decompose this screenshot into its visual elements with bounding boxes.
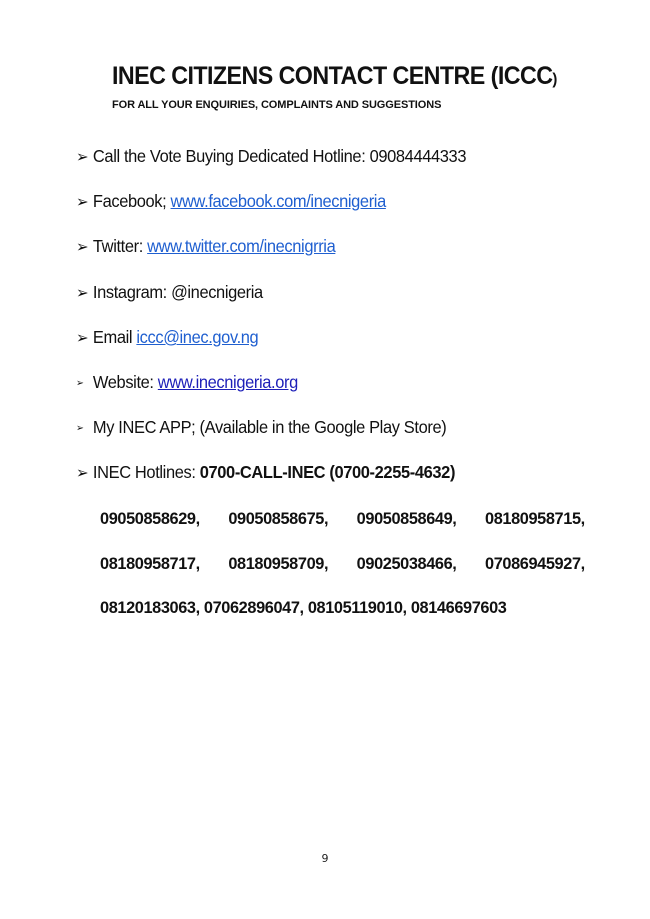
phone-number: 08180958717,	[100, 554, 200, 573]
phone-number: 09050858629,	[100, 509, 200, 528]
phone-number: 09025038466,	[356, 554, 457, 573]
arrow-bullet-icon: ➢	[76, 149, 89, 166]
list-item-hotlines	[76, 462, 455, 483]
twitter-link[interactable]: www.twitter.com/inecnigrria	[147, 236, 336, 256]
arrow-bullet-icon: ➢	[76, 465, 89, 482]
page-subtitle: FOR ALL YOUR ENQUIRIES, COMPLAINTS AND SUGGESTIONS	[112, 99, 442, 111]
facebook-link[interactable]: www.facebook.com/inecnigeria	[170, 191, 386, 211]
page-title-text: INEC CITIZENS CONTACT CENTRE (ICCC	[112, 62, 553, 90]
phone-row-3: 08120183063, 07062896047, 08105119010, 08146697603	[100, 598, 507, 617]
list-item-app	[76, 417, 446, 438]
phone-number: 08180958715,	[485, 509, 585, 528]
arrow-bullet-icon: ➢	[76, 423, 84, 434]
vote-buying-hotline-text: Call the Vote Buying Dedicated Hotline: 09084444333	[92, 146, 467, 166]
arrow-bullet-icon: ➢	[76, 194, 89, 211]
phone-row-1	[100, 509, 585, 529]
phone-row-2	[100, 554, 585, 574]
hotlines-label: INEC Hotlines:	[92, 462, 200, 482]
phone-number: 09050858649,	[356, 509, 457, 528]
app-text: My INEC APP; (Available in the Google Play Store)	[92, 417, 447, 437]
list-item-vote-buying	[76, 146, 466, 167]
arrow-bullet-icon: ➢	[76, 285, 89, 302]
page-title	[112, 62, 557, 91]
email-label: Email	[92, 327, 137, 347]
email-link[interactable]: iccc@inec.gov.ng	[136, 327, 259, 347]
instagram-text: Instagram: @inecnigeria	[92, 282, 263, 302]
phone-number: 07086945927,	[485, 554, 585, 573]
list-item-instagram	[76, 282, 263, 303]
list-item-twitter	[76, 236, 335, 257]
page-number: 9	[321, 852, 329, 865]
list-item-facebook	[76, 191, 386, 212]
arrow-bullet-icon: ➢	[76, 330, 89, 347]
website-label: Website:	[92, 372, 158, 392]
website-link[interactable]: www.inecnigeria.org	[157, 372, 298, 392]
arrow-bullet-icon: ➢	[76, 378, 84, 389]
page-title-paren: )	[552, 71, 557, 88]
list-item-email	[76, 327, 258, 348]
list-item-website	[76, 372, 298, 393]
phone-number: 09050858675,	[228, 509, 329, 528]
hotlines-value: 0700-CALL-INEC (0700-2255-4632)	[199, 462, 456, 482]
twitter-label: Twitter:	[92, 236, 148, 256]
phone-number: 08180958709,	[228, 554, 329, 573]
facebook-label: Facebook;	[92, 191, 171, 211]
arrow-bullet-icon: ➢	[76, 239, 89, 256]
